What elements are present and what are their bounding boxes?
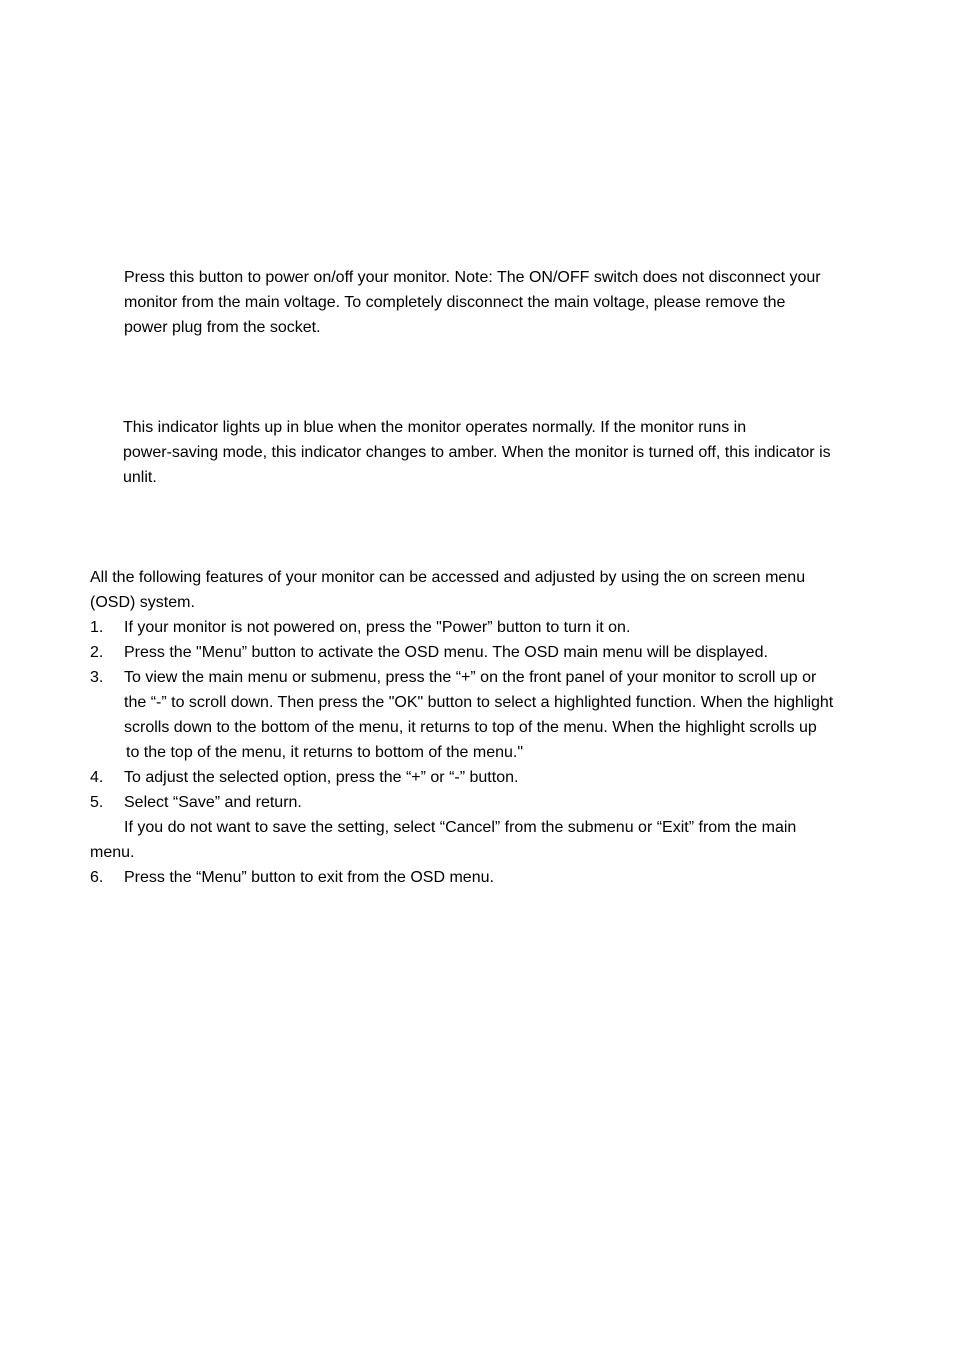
text-line: power-saving mode, this indicator changes to amber. When the monitor is turned off, this indicator is: [123, 444, 831, 461]
step-text: Press the "Menu” button to activate the OSD menu. The OSD main menu will be displayed.: [124, 644, 768, 661]
step-number: 4.: [90, 769, 104, 786]
step-number: 6.: [90, 869, 104, 886]
step-text: Select “Save” and return.: [124, 794, 302, 811]
step-number: 3.: [90, 669, 104, 686]
step-number: 1.: [90, 619, 104, 636]
text-line: Press this button to power on/off your monitor. Note: The ON/OFF switch does not disconnect your: [124, 269, 821, 286]
step-note: menu.: [90, 844, 135, 861]
text-line: power plug from the socket.: [124, 319, 321, 336]
osd-intro-line: (OSD) system.: [90, 594, 195, 611]
step-text: Press the “Menu” button to exit from the OSD menu.: [124, 869, 494, 886]
step-text: To adjust the selected option, press the “+” or “-” button.: [124, 769, 519, 786]
text-line: This indicator lights up in blue when the monitor operates normally. If the monitor runs in: [123, 419, 747, 436]
step-number: 5.: [90, 794, 104, 811]
step-text: To view the main menu or submenu, press the “+” on the front panel of your monitor to scroll up or: [124, 669, 817, 686]
step-number: 2.: [90, 644, 104, 661]
step-text: scrolls down to the bottom of the menu, it returns to top of the menu. When the highlight scrolls up: [124, 719, 817, 736]
step-text: to the top of the menu, it returns to bottom of the menu.": [126, 744, 524, 761]
text-line: unlit.: [123, 469, 157, 486]
step-text: the “-” to scroll down. Then press the "OK" button to select a highlighted function. When the highlight: [124, 694, 834, 711]
osd-intro-line: All the following features of your monitor can be accessed and adjusted by using the on screen menu: [90, 569, 806, 586]
text-line: monitor from the main voltage. To completely disconnect the main voltage, please remove the: [124, 294, 786, 311]
step-text: If your monitor is not powered on, press the "Power” button to turn it on.: [124, 619, 631, 636]
step-note: If you do not want to save the setting, select “Cancel” from the submenu or “Exit” from the main: [124, 819, 797, 836]
